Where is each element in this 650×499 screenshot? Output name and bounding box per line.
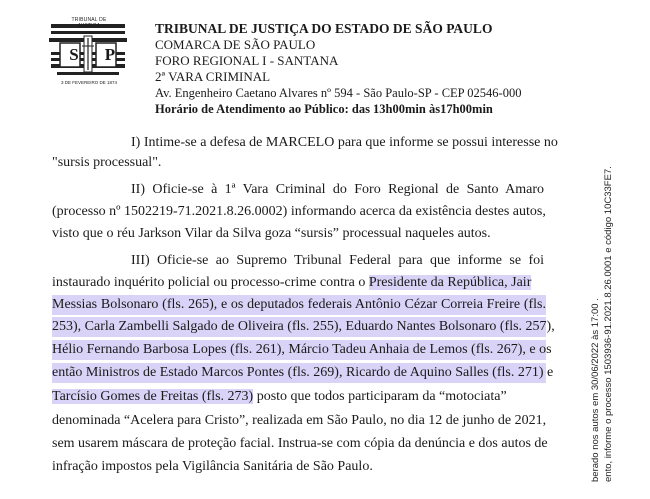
court-address: Av. Engenheiro Caetano Alvares nº 594 - São Paulo-SP - CEP 02546-000 bbox=[155, 86, 522, 100]
margin-release-note: berado nos autos em 30/06/2022 às 17:00 . bbox=[590, 298, 601, 482]
public-hours: Horário de Atendimento ao Público: das 13h00min às17h00min bbox=[155, 102, 493, 116]
paragraph-3-line-3: Messias Bolsonaro (fls. 265), e os deputados federais Antônio Cézar Correia Freire (fls. bbox=[52, 295, 546, 315]
paragraph-3-line-9: sem usarem máscara de proteção facial. Instrua-se com cópia da denúncia e dos autos de bbox=[52, 436, 548, 451]
district-name: COMARCA DE SÃO PAULO bbox=[155, 37, 316, 52]
paragraph-3-line-1: III) Oficie-se ao Supremo Tribunal Federal para que informe se foi bbox=[131, 253, 544, 268]
paragraph-3-line-7-text: posto que todos participaram da “motociata” bbox=[253, 389, 507, 404]
paragraph-3-line-8: denominada “Acelera para Cristo”, realizada em São Paulo, no dia 12 de junho de 2021, bbox=[52, 413, 547, 428]
highlighted-text: Presidente da República, Jair bbox=[368, 275, 532, 290]
court-name: TRIBUNAL DE JUSTIÇA DO ESTADO DE SÃO PAULO bbox=[155, 21, 493, 36]
paragraph-3-line-2 bbox=[52, 273, 531, 293]
seal-caption-bottom: 3 DE FEVEREIRO DE 1874 bbox=[60, 80, 118, 85]
paragraph-3-line-7 bbox=[52, 387, 507, 407]
seal-letter-right: P bbox=[104, 45, 116, 64]
paragraph-2-line-1: II) Oficie-se à 1ª Vara Criminal do Foro Regional de Santo Amaro bbox=[131, 182, 544, 197]
paragraph-2-line-3: visto que o réu Jarkson Vilar da Silva goza “sursis” processual naqueles autos. bbox=[52, 226, 491, 241]
seal-letter-left: S bbox=[69, 45, 79, 64]
highlighted-text-end: Tarcísio Gomes de Freitas (fls. 273) bbox=[52, 389, 254, 404]
paragraph-1-line-1: I) Intime-se a defesa de MARCELO para que informe se possui interesse no bbox=[131, 135, 558, 150]
margin-verification-note: ento, informe o processo 1503936-91.2021.8.26.0001 e código 10C33FE7. bbox=[603, 166, 614, 482]
paragraph-3-line-6: então Ministros de Estado Marcos Pontes (fls. 269), Ricardo de Aquino Salles (fls. 271) e bbox=[52, 363, 546, 383]
paragraph-3-line-2-text: instaurado inquérito policial ou processo-crime contra o bbox=[52, 275, 369, 290]
seal-caption-top: TRIBUNAL DE JUSTIÇA bbox=[71, 17, 107, 29]
paragraph-2-line-2: (processo nº 1502219-71.2021.8.26.0002) informando acerca da existência destes autos, bbox=[52, 204, 546, 219]
division-name: 2ª VARA CRIMINAL bbox=[155, 69, 271, 84]
paragraph-3-line-10: infração impostos pela Vigilância Sanitária de São Paulo. bbox=[52, 459, 373, 474]
forum-name: FORO REGIONAL I - SANTANA bbox=[155, 53, 339, 68]
paragraph-3-line-4: 253), Carla Zambelli Salgado de Oliveira (fls. 255), Eduardo Nantes Bolsonaro (fls. 257), bbox=[52, 317, 546, 337]
paragraph-1-line-2: "sursis processual". bbox=[52, 155, 162, 170]
paragraph-3-line-5: Hélio Fernando Barbosa Lopes (fls. 261), Márcio Tadeu Anhaia de Lemos (fls. 267), e os bbox=[52, 340, 546, 360]
